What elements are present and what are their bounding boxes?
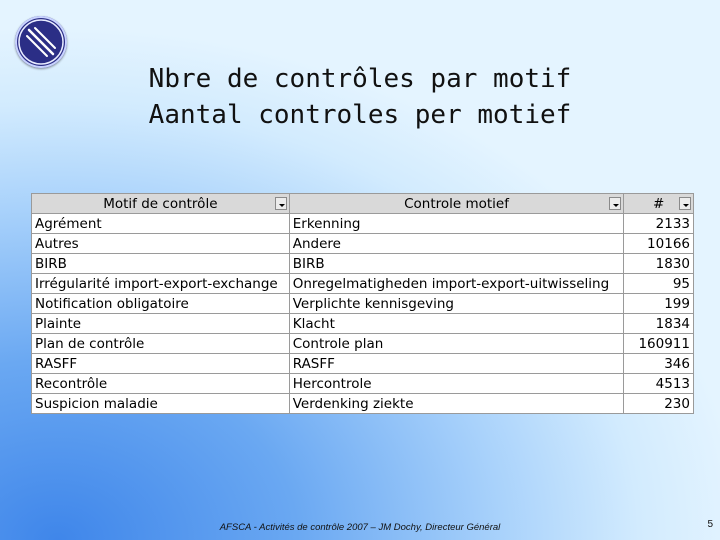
column-header-label: # bbox=[653, 195, 665, 212]
cell-motif-nl: Klacht bbox=[289, 314, 624, 334]
cell-motif-fr: Plainte bbox=[32, 314, 290, 334]
cell-count: 4513 bbox=[624, 374, 694, 394]
cell-motif-nl: Erkenning bbox=[289, 214, 624, 234]
table-row bbox=[32, 274, 694, 294]
cell-motif-nl: Verdenking ziekte bbox=[289, 394, 624, 414]
column-header-label: Motif de contrôle bbox=[103, 195, 218, 212]
cell-count: 2133 bbox=[624, 214, 694, 234]
table-row bbox=[32, 394, 694, 414]
dropdown-arrow-icon[interactable] bbox=[679, 197, 691, 210]
cell-count: 346 bbox=[624, 354, 694, 374]
cell-motif-fr: Agrément bbox=[32, 214, 290, 234]
cell-motif-nl: Controle plan bbox=[289, 334, 624, 354]
table-row bbox=[32, 294, 694, 314]
column-header-motif-nl[interactable] bbox=[289, 194, 624, 214]
table-row bbox=[32, 334, 694, 354]
cell-motif-fr: RASFF bbox=[32, 354, 290, 374]
cell-motif-fr: BIRB bbox=[32, 254, 290, 274]
table-row bbox=[32, 254, 694, 274]
cell-count: 160911 bbox=[624, 334, 694, 354]
cell-motif-nl: Hercontrole bbox=[289, 374, 624, 394]
cell-count: 1830 bbox=[624, 254, 694, 274]
slide-title-nl: Aantal controles per motief bbox=[148, 100, 572, 130]
table-row bbox=[32, 374, 694, 394]
dropdown-arrow-icon[interactable] bbox=[275, 197, 287, 210]
cell-motif-nl: Andere bbox=[289, 234, 624, 254]
table-row bbox=[32, 314, 694, 334]
cell-motif-fr: Notification obligatoire bbox=[32, 294, 290, 314]
cell-motif-nl: BIRB bbox=[289, 254, 624, 274]
cell-motif-fr: Suspicion maladie bbox=[32, 394, 290, 414]
cell-motif-fr: Recontrôle bbox=[32, 374, 290, 394]
slide-footer: AFSCA - Activités de contrôle 2007 – JM Dochy, Directeur Général bbox=[219, 522, 501, 533]
cell-motif-nl: RASFF bbox=[289, 354, 624, 374]
slide-title-fr: Nbre de contrôles par motif bbox=[148, 64, 572, 94]
cell-count: 1834 bbox=[624, 314, 694, 334]
cell-motif-fr: Plan de contrôle bbox=[32, 334, 290, 354]
table-row bbox=[32, 214, 694, 234]
cell-count: 230 bbox=[624, 394, 694, 414]
cell-motif-fr: Irrégularité import-export-exchange bbox=[32, 274, 290, 294]
cell-count: 199 bbox=[624, 294, 694, 314]
cell-motif-nl: Verplichte kennisgeving bbox=[289, 294, 624, 314]
column-header-motif-fr[interactable] bbox=[32, 194, 290, 214]
table-row bbox=[32, 234, 694, 254]
control-motif-table bbox=[31, 193, 694, 414]
cell-motif-nl: Onregelmatigheden import-export-uitwisseling bbox=[289, 274, 624, 294]
column-header-label: Controle motief bbox=[404, 195, 509, 212]
afsca-logo-icon bbox=[15, 16, 67, 68]
column-header-count[interactable] bbox=[624, 194, 694, 214]
cell-motif-fr: Autres bbox=[32, 234, 290, 254]
dropdown-arrow-icon[interactable] bbox=[609, 197, 621, 210]
page-number: 5 bbox=[707, 519, 713, 530]
cell-count: 10166 bbox=[624, 234, 694, 254]
cell-count: 95 bbox=[624, 274, 694, 294]
table-row bbox=[32, 354, 694, 374]
table-header-row bbox=[32, 194, 694, 214]
table-body bbox=[32, 214, 694, 414]
